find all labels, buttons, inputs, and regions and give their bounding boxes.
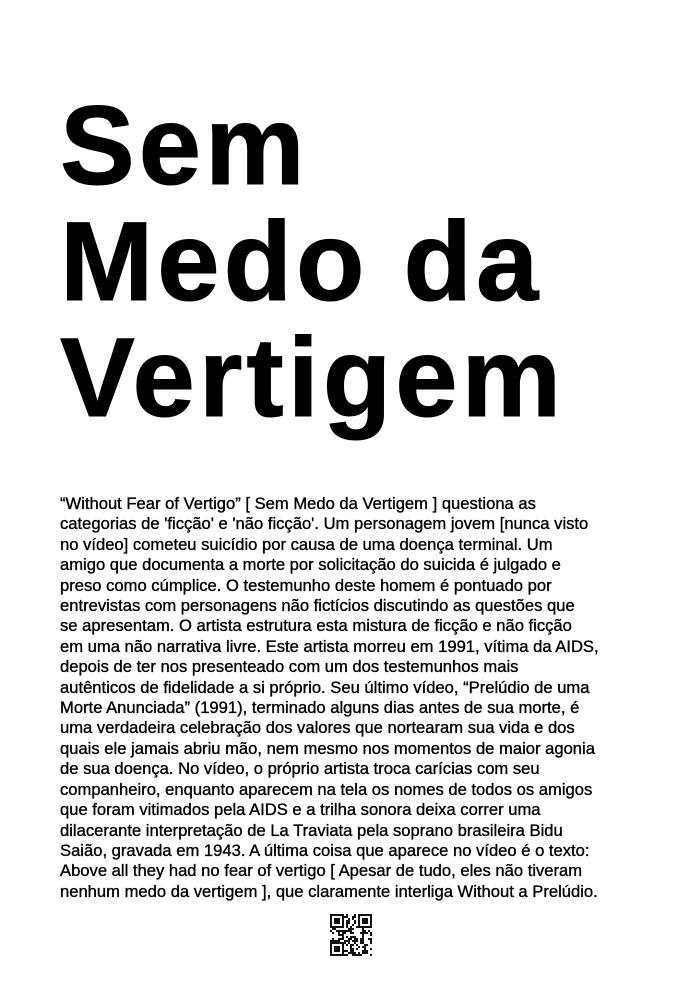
body-line: se apresentam. O artista estrutura esta mistura de ficção e não ficção [60,616,572,636]
body-paragraph [60,494,660,902]
body-line: “Without Fear of Vertigo” [ Sem Medo da Vertigem ] questiona as [60,494,536,513]
qr-code-icon [330,914,372,956]
body-line: Morte Anunciada” (1991), terminado alguns dias antes de sua morte, é [60,698,580,718]
body-line: de sua doença. No vídeo, o próprio artista troca carícias com seu [60,759,540,779]
body-line: que foram vitimados pela AIDS e a trilha sonora deixa correr uma [60,800,541,820]
title-line: Vertigem [60,315,566,440]
body-line: Saião, gravada em 1943. A última coisa que aparece no vídeo é o texto: [60,840,590,860]
body-line: uma verdadeira celebração dos valores que nortearam sua vida e dos [60,718,575,738]
body-line: nenhum medo da vertigem ], que claramente interliga Without a Prelúdio. [60,881,598,901]
body-line: autênticos de fidelidade a si próprio. Seu último vídeo, “Prelúdio de uma [60,677,590,697]
body-line: em uma não narrativa livre. Este artista morreu em 1991, vítima da AIDS, [60,636,599,656]
body-line: depois de ter nos presenteado com um dos testemunhos mais [60,657,519,677]
body-line: companheiro, enquanto aparecem na tela os nomes de todos os amigos [60,779,593,799]
body-line: quais ele jamais abriu mão, nem mesmo nos momentos de maior agonia [60,738,595,758]
body-line: no vídeo] cometeu suicídio por causa de uma doença terminal. Um [60,534,553,554]
body-line: preso como cúmplice. O testemunho deste homem é pontuado por [60,575,552,595]
body-line: dilacerante interpretação de La Traviata pela soprano brasileira Bidu [60,820,563,840]
body-line: categorias de 'ficção' e 'não ficção'. Um personagem jovem [nunca visto [60,514,589,534]
body-line: amigo que documenta a morte por solicitação do suicida é julgado e [60,555,561,575]
title-line: Medo da [60,199,543,324]
title-line: Sem [60,83,309,208]
body-line: Above all they had no fear of vertigo [ Apesar de tudo, eles não tiveram [60,861,583,881]
page-title [60,83,566,440]
body-line: entrevistas com personagens não fictícios discutindo as questões que [60,596,575,616]
